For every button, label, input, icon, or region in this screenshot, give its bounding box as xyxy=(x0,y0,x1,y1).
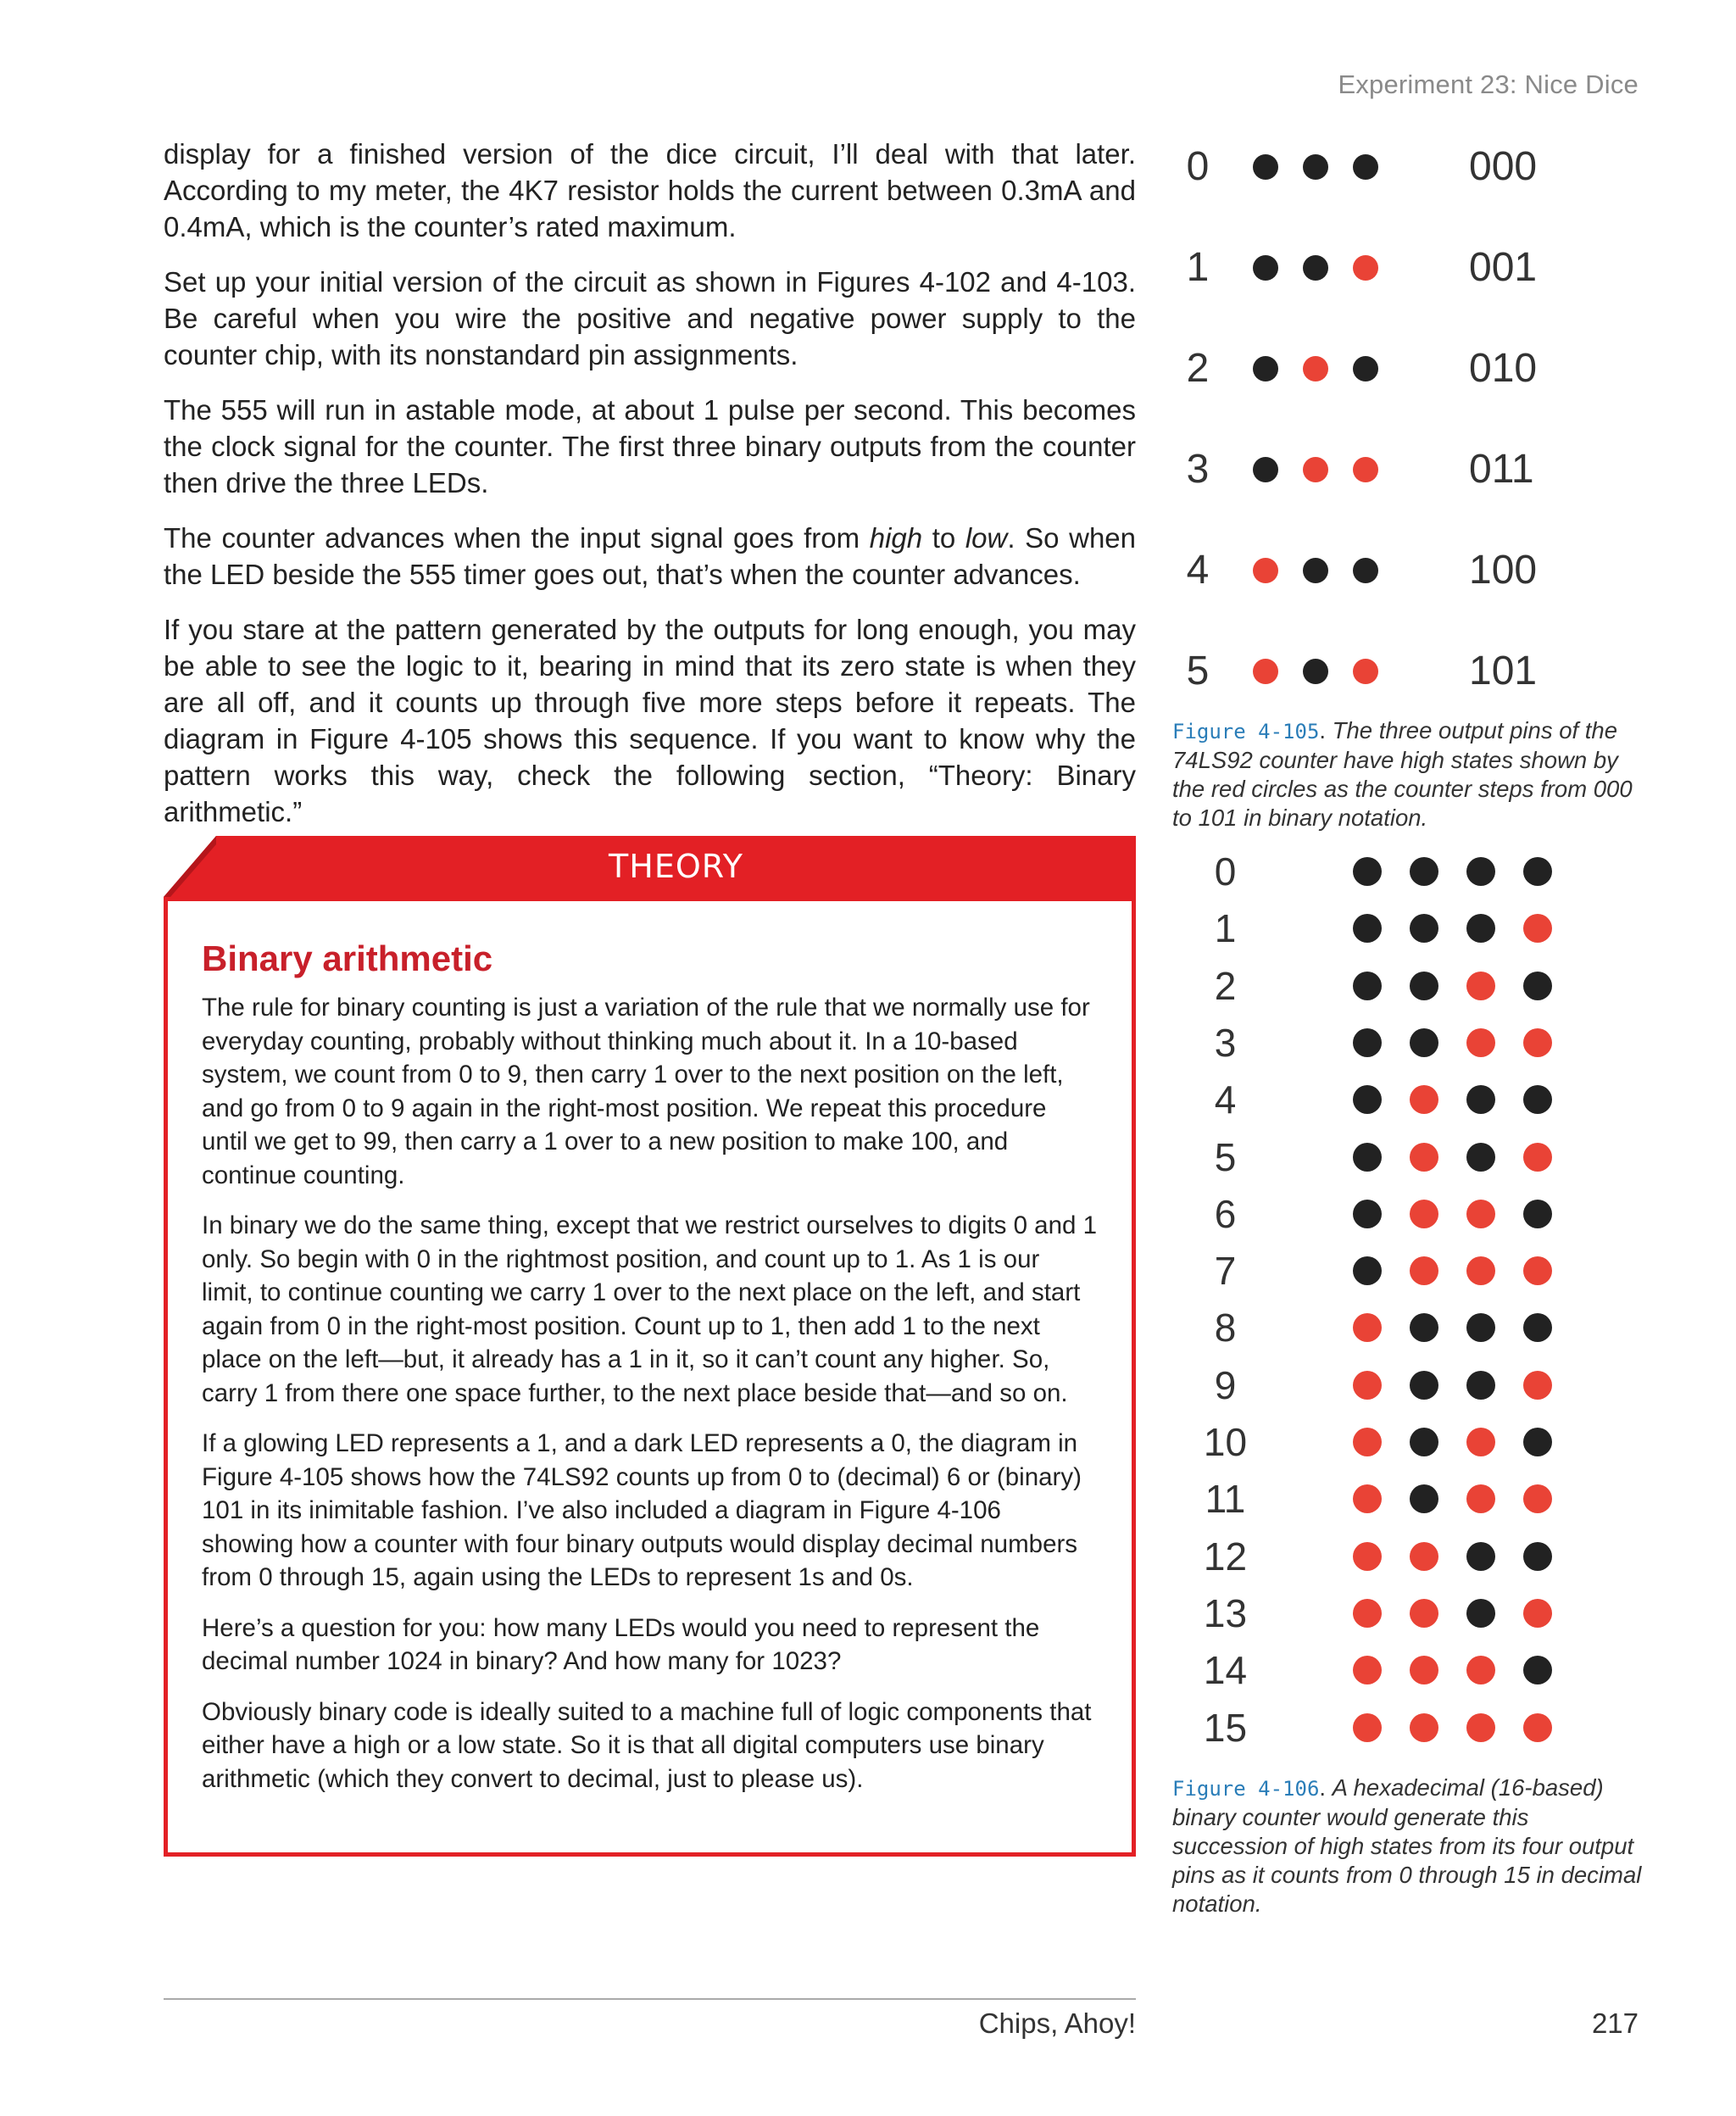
counter-row xyxy=(1172,142,1647,192)
led-on-dot xyxy=(1466,1713,1495,1742)
led-on-dot xyxy=(1303,457,1328,482)
led-on-dot xyxy=(1466,1428,1495,1456)
binary-label: 100 xyxy=(1469,548,1538,593)
led-off-dot xyxy=(1523,857,1552,886)
decimal-label: 4 xyxy=(1186,548,1210,593)
led-off-dot xyxy=(1303,659,1328,684)
counter-row xyxy=(1172,1357,1647,1414)
led-off-dot xyxy=(1353,857,1382,886)
led-off-dot xyxy=(1253,356,1278,381)
led-off-dot xyxy=(1523,1313,1552,1342)
theory-sidebar xyxy=(164,836,1136,1857)
led-on-dot xyxy=(1353,1599,1382,1628)
theory-paragraph: The rule for binary counting is just a variation of the rule that we normally use for everyday counting, probably without thinking much about it. In a 10-based system, we count from 0 to 9, then carry 1 over to the next position on the left, and go from 0 to 9 again in the right-most position. We repeat this procedure until we get to 99, then carry a 1 over to a new position to make 100, and continue counting. xyxy=(202,994,1090,1189)
led-on-dot xyxy=(1353,659,1378,684)
caption-label: Figure 4-105 xyxy=(1172,720,1320,743)
binary-label: 001 xyxy=(1469,245,1538,290)
decimal-label: 2 xyxy=(1214,963,1237,1008)
counter-row xyxy=(1172,444,1647,495)
led-off-dot xyxy=(1523,972,1552,1000)
led-on-dot xyxy=(1353,1542,1382,1571)
counter-row xyxy=(1172,1414,1647,1471)
counter-row xyxy=(1172,1585,1647,1642)
led-on-dot xyxy=(1466,1484,1495,1513)
counter-row xyxy=(1172,1529,1647,1585)
led-off-dot xyxy=(1466,1599,1495,1628)
decimal-label: 12 xyxy=(1203,1534,1248,1579)
decimal-label: 0 xyxy=(1186,144,1210,189)
decimal-label: 1 xyxy=(1214,906,1237,951)
led-off-dot xyxy=(1253,154,1278,180)
decimal-label: 6 xyxy=(1214,1191,1237,1236)
led-on-dot xyxy=(1353,1313,1382,1342)
led-off-dot xyxy=(1466,1085,1495,1114)
led-on-dot xyxy=(1353,1428,1382,1456)
decimal-label: 5 xyxy=(1214,1134,1237,1179)
theory-paragraph: If a glowing LED represents a 1, and a dark LED represents a 0, the diagram in Figure 4-105 shows how the 74LS92 counts up from 0 to (decimal) 6 or (binary) 101 in its inimitable fashion. I’ve also included a diagram in Figure 4-106 showing how a counter with four binary outputs would display decimal numbers from 0 through 15, again using the LEDs to represent 1s and 0s. xyxy=(202,1429,1082,1591)
led-off-dot xyxy=(1253,255,1278,281)
led-on-dot xyxy=(1353,1484,1382,1513)
counter-row xyxy=(1172,545,1647,596)
decimal-label: 4 xyxy=(1214,1077,1237,1122)
figure-4-106-caption: Figure 4-106. A hexadecimal (16-based) binary counter would generate this succession of high states from its four output pins as it counts from 0 through 15 in decimal notation. xyxy=(1172,1774,1642,1917)
led-on-dot xyxy=(1523,1713,1552,1742)
counter-row xyxy=(1172,1642,1647,1699)
led-off-dot xyxy=(1410,1484,1438,1513)
led-off-dot xyxy=(1410,1028,1438,1057)
led-on-dot xyxy=(1466,1256,1495,1285)
theory-title: Binary arithmetic xyxy=(202,938,493,978)
led-off-dot xyxy=(1303,255,1328,281)
caption-text: A hexadecimal (16-based) binary counter would generate this succession of high states from its four output pins as it counts from 0 through 15 in decimal notation. xyxy=(1172,1774,1642,1917)
body-paragraph: display for a finished version of the dice circuit, I’ll deal with that later. According to my meter, the 4K7 resistor holds the current between 0.3mA and 0.4mA, which is the counter’s rated maximum. xyxy=(164,138,1136,242)
led-off-dot xyxy=(1353,914,1382,943)
led-off-dot xyxy=(1523,1085,1552,1114)
counter-row xyxy=(1172,1015,1647,1072)
led-off-dot xyxy=(1410,1371,1438,1400)
counter-row xyxy=(1172,343,1647,394)
led-on-dot xyxy=(1466,1656,1495,1684)
counter-row xyxy=(1172,1186,1647,1243)
theory-paragraph: Obviously binary code is ideally suited to a machine full of logic components that either have a high or a low state. So it is that all digital computers use binary arithmetic (which they convert to decimal, just to please us). xyxy=(202,1697,1092,1793)
decimal-label: 7 xyxy=(1214,1249,1237,1294)
led-off-dot xyxy=(1466,1542,1495,1571)
led-on-dot xyxy=(1353,1656,1382,1684)
running-head: Experiment 23: Nice Dice xyxy=(1338,70,1639,99)
theory-tab: THEORY xyxy=(216,836,1136,897)
body-paragraph: The counter advances when the input signal goes from high to low. So when the LED beside the 555 timer goes out, that’s when the counter advances. xyxy=(164,522,1137,590)
led-off-dot xyxy=(1410,972,1438,1000)
led-on-dot xyxy=(1303,356,1328,381)
footer-rule xyxy=(164,1998,1136,2000)
decimal-label: 14 xyxy=(1203,1648,1248,1693)
led-off-dot xyxy=(1466,857,1495,886)
counter-row xyxy=(1172,958,1647,1015)
counter-row xyxy=(1172,1300,1647,1356)
led-off-dot xyxy=(1466,1313,1495,1342)
decimal-label: 0 xyxy=(1214,849,1237,894)
led-off-dot xyxy=(1353,1256,1382,1285)
led-on-dot xyxy=(1353,1713,1382,1742)
decimal-label: 3 xyxy=(1214,1020,1237,1065)
led-on-dot xyxy=(1523,1028,1552,1057)
led-off-dot xyxy=(1353,1028,1382,1057)
binary-label: 000 xyxy=(1469,144,1538,189)
led-off-dot xyxy=(1466,1371,1495,1400)
led-on-dot xyxy=(1523,1256,1552,1285)
theory-paragraphs xyxy=(202,991,1098,1796)
decimal-label: 10 xyxy=(1203,1420,1248,1464)
led-off-dot xyxy=(1303,558,1328,583)
decimal-label: 13 xyxy=(1203,1590,1248,1635)
led-off-dot xyxy=(1410,1313,1438,1342)
led-on-dot xyxy=(1253,558,1278,583)
led-on-dot xyxy=(1410,1599,1438,1628)
figure-4-105-diagram xyxy=(1172,136,1647,712)
counter-row xyxy=(1172,242,1647,293)
led-off-dot xyxy=(1523,1656,1552,1684)
decimal-label: 8 xyxy=(1214,1306,1237,1350)
led-off-dot xyxy=(1353,1085,1382,1114)
counter-row xyxy=(1172,1243,1647,1300)
caption-label: Figure 4-106 xyxy=(1172,1777,1320,1801)
led-off-dot xyxy=(1353,154,1378,180)
decimal-label: 5 xyxy=(1186,649,1210,693)
theory-corner-fold xyxy=(164,836,216,897)
led-on-dot xyxy=(1410,1085,1438,1114)
counter-row xyxy=(1172,844,1647,900)
led-off-dot xyxy=(1303,154,1328,180)
led-on-dot xyxy=(1466,972,1495,1000)
decimal-label: 15 xyxy=(1203,1705,1248,1750)
led-off-dot xyxy=(1466,914,1495,943)
led-off-dot xyxy=(1353,558,1378,583)
led-on-dot xyxy=(1410,1143,1438,1172)
counter-row xyxy=(1172,1700,1647,1757)
figure-4-106-diagram xyxy=(1172,844,1647,1759)
counter-row xyxy=(1172,646,1647,697)
led-off-dot xyxy=(1353,356,1378,381)
caption-text: The three output pins of the 74LS92 counter have high states shown by the red circles as the counter steps from 000 to 101 in binary notation. xyxy=(1172,717,1633,831)
footer-section: Chips, Ahoy! xyxy=(978,2007,1136,2039)
theory-box xyxy=(164,897,1136,1857)
body-paragraph: If you stare at the pattern generated by the outputs for long enough, you may be able to see the logic to it, bearing in mind that its zero state is when they are all off, and it counts up through five more steps before it repeats. The diagram in Figure 4-105 shows this sequence. If you want to know why the pattern works this way, check the following section, “Theory: Binary arithmetic.” xyxy=(164,614,1136,827)
led-on-dot xyxy=(1410,1656,1438,1684)
led-off-dot xyxy=(1523,1200,1552,1228)
led-off-dot xyxy=(1353,1143,1382,1172)
led-on-dot xyxy=(1410,1200,1438,1228)
page-number: 217 xyxy=(1591,2007,1639,2039)
theory-paragraph: Here’s a question for you: how many LEDs would you need to represent the decimal number 1024 in binary? And how many for 1023? xyxy=(202,1613,1040,1675)
led-off-dot xyxy=(1353,972,1382,1000)
led-on-dot xyxy=(1523,1484,1552,1513)
led-on-dot xyxy=(1466,1200,1495,1228)
body-text xyxy=(164,136,1136,849)
led-on-dot xyxy=(1410,1713,1438,1742)
led-on-dot xyxy=(1523,914,1552,943)
led-on-dot xyxy=(1253,659,1278,684)
decimal-label: 1 xyxy=(1186,245,1210,290)
decimal-label: 11 xyxy=(1205,1477,1246,1522)
led-off-dot xyxy=(1410,914,1438,943)
led-on-dot xyxy=(1353,255,1378,281)
decimal-label: 9 xyxy=(1214,1362,1237,1407)
binary-label: 101 xyxy=(1469,649,1538,693)
led-off-dot xyxy=(1523,1542,1552,1571)
led-off-dot xyxy=(1466,1143,1495,1172)
binary-label: 010 xyxy=(1469,346,1538,391)
led-on-dot xyxy=(1353,457,1378,482)
body-paragraph: The 555 will run in astable mode, at about 1 pulse per second. This becomes the clock signal for the counter. The first three binary outputs from the counter then drive the three LEDs. xyxy=(164,394,1136,498)
counter-row xyxy=(1172,900,1647,957)
counter-row xyxy=(1172,1129,1647,1186)
led-off-dot xyxy=(1410,857,1438,886)
led-on-dot xyxy=(1410,1542,1438,1571)
led-on-dot xyxy=(1353,1371,1382,1400)
counter-row xyxy=(1172,1072,1647,1128)
figure-4-105-caption: Figure 4-105. The three output pins of the 74LS92 counter have high states shown by the red circles as the counter steps from 000 to 101 in binary notation. xyxy=(1172,717,1633,831)
led-on-dot xyxy=(1523,1143,1552,1172)
led-on-dot xyxy=(1523,1371,1552,1400)
led-on-dot xyxy=(1523,1599,1552,1628)
led-off-dot xyxy=(1523,1428,1552,1456)
binary-label: 011 xyxy=(1469,447,1534,492)
led-off-dot xyxy=(1253,457,1278,482)
body-paragraph: Set up your initial version of the circuit as shown in Figures 4-102 and 4-103. Be careful when you wire the positive and negative power supply to the counter chip, with its nonstandard pin assignments. xyxy=(164,266,1136,370)
led-on-dot xyxy=(1410,1256,1438,1285)
theory-paragraph: In binary we do the same thing, except that we restrict ourselves to digits 0 and 1 only. So begin with 0 in the rightmost position, and count up to 1. As 1 is our limit, to continue counting we carry 1 over to the next place on the left, and start again from 0 in the right-most position. Count up to 1, then add 1 to the next place on the left—but, it already has a 1 in it, so it can’t count any higher. So, carry 1 from there one space further, to the next place beside that—and so on. xyxy=(202,1211,1098,1407)
decimal-label: 2 xyxy=(1186,346,1210,391)
decimal-label: 3 xyxy=(1186,447,1210,492)
led-off-dot xyxy=(1410,1428,1438,1456)
counter-row xyxy=(1172,1471,1647,1528)
led-on-dot xyxy=(1466,1028,1495,1057)
led-off-dot xyxy=(1353,1200,1382,1228)
